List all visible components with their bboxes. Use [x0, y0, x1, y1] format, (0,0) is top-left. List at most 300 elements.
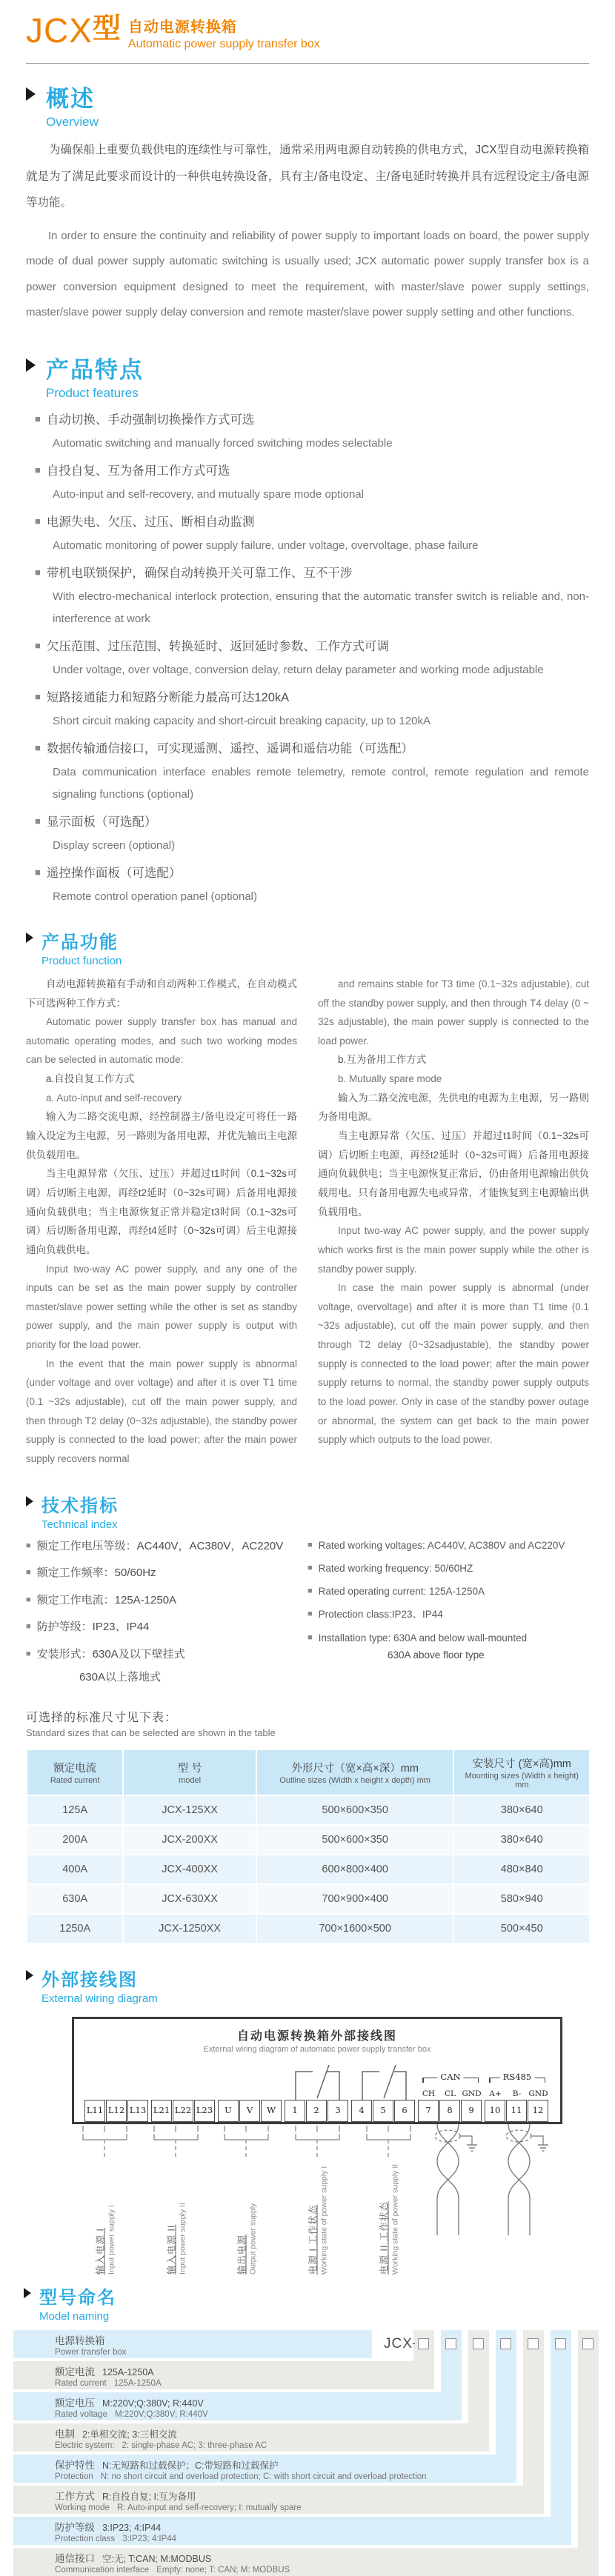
function-heading-cn: 产品功能: [41, 932, 119, 952]
function-paragraph: 当主电源异常（欠压、过压）并超过t1时间（0.1~32s可调）后切断主电源，再经t2延时（0~32s可调）后备用电源接通向负载供电；当主电源恢复正常并稳定t3时间（0.1~32s可调）后切断备用电源，再经t4延时（0~32s可调）后主电源接通向负载供电。: [26, 1168, 297, 1255]
cable-label: [164, 2134, 187, 2275]
product-name-cn: 自动电源转换箱: [127, 19, 237, 36]
table-cell: 500×600×350: [257, 1796, 453, 1824]
terminal: L21: [151, 2100, 172, 2122]
feature-cn-text: 数据传输通信接口，可实现遥测、遥控、遥调和遥信功能（可选配）: [46, 741, 413, 755]
terminal-group: [351, 2054, 416, 2122]
naming-row-en-label: Rated current: [55, 2379, 107, 2389]
terminal-group-bottom: [285, 2124, 350, 2275]
terminal-row: [84, 2100, 150, 2122]
square-bullet-icon: ■: [35, 866, 41, 878]
header-en: model: [179, 1776, 202, 1786]
bus-pin-label: CL: [444, 2089, 456, 2099]
features-heading-cn: 产品特点: [46, 356, 144, 383]
feature-text-en: Automatic monitoring of power supply failure, under voltage, overvoltage, phase failure: [53, 538, 479, 552]
feature-text-en: Display screen (optional): [53, 838, 176, 852]
cable-label-cn: 输入电源 II: [166, 2224, 177, 2275]
naming-row-en-desc: Empty: none; T: CAN; M: MODBUS: [156, 2566, 290, 2575]
product-model-suffix: 型: [92, 13, 121, 44]
terminal-group-bottom: [426, 2124, 491, 2263]
cable-label: [93, 2134, 116, 2275]
feature-text-en: Data communication interface enables remote telemetry, remote control, remote regulation and remote signaling functions (optional): [53, 765, 589, 801]
technical-item: [308, 1607, 589, 1622]
product-names: [128, 13, 320, 51]
function-columns: [26, 975, 589, 1469]
func-col-left: [26, 975, 297, 1469]
sizes-note-cn: 可选择的标准尺寸见下表：: [26, 1712, 178, 1725]
naming-row-cn-desc: M:220V;Q:380V; R:440V: [102, 2398, 204, 2409]
bus-pin-label: B-: [512, 2089, 522, 2099]
naming-row-en-label: Electric system:: [55, 2441, 115, 2451]
terminal-row: [151, 2100, 216, 2122]
feature-text-cn: [35, 635, 589, 659]
table-cell: JCX-630XX: [124, 1885, 256, 1913]
section-overview: [0, 80, 615, 326]
naming-prefix: JCX: [384, 2336, 413, 2352]
cable-label-en: Working state of power supply II: [390, 2163, 400, 2275]
technical-item: [26, 1646, 308, 1664]
size-table-header-cell: [454, 1750, 589, 1795]
diagram-title-cn: 自动电源转换箱外部接线图: [236, 2029, 397, 2043]
naming-row-cn-desc: 2:单相交流; 3:三相交流: [82, 2429, 177, 2440]
naming-column-stripe: [578, 2330, 599, 2548]
naming-row-en-label: Protection: [55, 2472, 93, 2482]
naming-row-en: [55, 2503, 544, 2512]
terminal-row: [218, 2100, 283, 2122]
terminal-group-bottom: [356, 2124, 421, 2275]
size-table-header-cell: [27, 1750, 122, 1795]
naming-row-en-desc: N: no short circuit and overload protection; C: with short circuit and overload protection: [100, 2472, 427, 2482]
terminal-row: [285, 2100, 350, 2122]
square-bullet-icon: ■: [35, 815, 41, 827]
feature-text-en: With electro-mechanical interlock protection, ensuring that the automatic transfer switch is reliable and, non-interference at work: [53, 590, 589, 625]
features-heading: [26, 351, 589, 401]
square-bullet-icon: ■: [35, 741, 41, 753]
technical-item-text: Rated working voltages: AC440V, AC380V and AC220V: [318, 1539, 565, 1551]
bus-bracket: [489, 2072, 545, 2083]
naming-row-cn: [55, 2519, 571, 2534]
technical-heading-cn: 技术指标: [41, 1495, 119, 1516]
terminal-group-top: [151, 2057, 216, 2100]
technical-item-text: Installation type: 630A and below wall-mounted: [318, 1632, 528, 1644]
terminal: 1: [285, 2100, 305, 2122]
technical-item: [308, 1561, 589, 1576]
table-cell: JCX-125XX: [124, 1796, 256, 1824]
technical-item-text: 额定工作频率：50/60Hz: [36, 1566, 156, 1580]
terminal: 7: [418, 2100, 439, 2122]
section-arrow-icon: [26, 87, 36, 101]
naming-code-box: [528, 2338, 539, 2349]
naming-row-en-desc: 2: single-phase AC; 3: three-phase AC: [122, 2441, 267, 2451]
wiring-heading: [26, 1965, 589, 2005]
naming-row-en-label: Working mode: [55, 2503, 110, 2513]
square-bullet-icon: ■: [35, 464, 41, 476]
section-arrow-icon: [26, 932, 33, 943]
square-bullet-icon: ■: [308, 1632, 313, 1642]
header-cn: 外形尺寸（宽×高×深）mm: [291, 1763, 419, 1775]
table-cell: JCX-400XX: [124, 1855, 256, 1883]
section-arrow-icon: [26, 1496, 33, 1506]
naming-code-box: [418, 2338, 429, 2349]
terminal-row: [418, 2100, 483, 2122]
naming-row-en-label: Protection class: [55, 2535, 116, 2544]
cable-label: [376, 2134, 399, 2275]
table-cell: 125A: [27, 1796, 122, 1824]
function-heading-en: Product function: [41, 954, 122, 967]
wiring-diagram-box: [72, 2017, 562, 2124]
bus-pin-label: GND: [528, 2089, 548, 2099]
naming-row-cn-label: 保护特性: [55, 2460, 95, 2472]
terminal-row: [351, 2100, 416, 2122]
feature-text-cn: [35, 561, 589, 586]
technical-item-text: Rated working frequency: 50/60HZ: [318, 1562, 473, 1574]
feature-cn-text: 短路接通能力和短路分断能力最高可达120kA: [46, 690, 290, 704]
naming-row-cn-label: 额定电流: [55, 2366, 95, 2378]
relay-contact-icon: [285, 2061, 350, 2100]
table-cell: 630A: [27, 1885, 122, 1913]
naming-row-cn-desc: N:无短路和过载保护；C:带短路和过载保护: [102, 2460, 279, 2472]
table-cell: 500×450: [454, 1915, 589, 1943]
terminal-group: [485, 2054, 550, 2122]
square-bullet-icon: ■: [26, 1595, 31, 1604]
overview-paragraph-cn: 为确保船上重要负载供电的连续性与可靠性，通常采用两电源自动转换的供电方式，JCX型自动电源转换箱就是为了满足此要求而设计的一种供电转换设备，具有主/备电设定、主/备电延时转换并具有远程设定主/备电源等功能。: [26, 144, 589, 210]
header-divider: [26, 63, 589, 64]
naming-row-en: [55, 2566, 599, 2575]
feature-cn-text: 欠压范围、过压范围、转换延时、返回延时参数、工作方式可调: [46, 639, 389, 653]
diagram-title-en: External wiring diagram of automatic power supply transfer box: [203, 2045, 431, 2055]
bus-pin-label: GND: [462, 2089, 482, 2099]
technical-item: [26, 1538, 308, 1555]
table-cell: 380×640: [454, 1796, 589, 1824]
function-paragraph: 当主电源异常（欠压、过压）并超过t1时间（0.1~32s可调）后切断主电源，再经t2延时（0~32s可调）后备用电源接通向负载供电；当主电源恢复正常后，仍由备用电源输出供负载用电。只有备用电源失电或异常，才能恢复到主电源输出供负载用电。: [318, 1130, 589, 1218]
naming-row-cn: [55, 2363, 434, 2378]
table-row: [27, 1796, 589, 1824]
header-cn: 型 号: [177, 1763, 202, 1775]
technical-item: [308, 1538, 589, 1553]
naming-row-en: [55, 2535, 571, 2543]
terminal: 11: [506, 2100, 527, 2122]
terminal: W: [261, 2100, 282, 2122]
feature-text-en: Automatic switching and manually forced switching modes selectable: [53, 436, 393, 450]
feature-item: [35, 408, 589, 455]
naming-heading-en: Model naming: [39, 2310, 110, 2323]
size-table-header-cell: [124, 1750, 256, 1795]
cable-label-en: Output power supply: [248, 2203, 258, 2275]
technical-item: [26, 1592, 308, 1609]
technical-item-text: 防护等级：IP23、IP44: [36, 1621, 150, 1634]
terminal-group-bottom: [143, 2124, 208, 2275]
table-cell: 580×940: [454, 1885, 589, 1913]
function-paragraph: b.互为备用工作方式: [338, 1054, 427, 1066]
function-paragraph: b. Mutually spare mode: [338, 1073, 442, 1085]
size-table-header-cell: [257, 1750, 453, 1795]
table-cell: 200A: [27, 1826, 122, 1854]
wiring-diagram: [72, 2017, 562, 2275]
feature-cn-text: 遥控操作面板（可选配）: [46, 866, 182, 880]
feature-text-cn: [35, 737, 589, 761]
table-cell: 700×900×400: [257, 1885, 453, 1913]
feature-item: [35, 737, 589, 806]
table-cell: 480×840: [454, 1855, 589, 1883]
terminal-group-bottom: [72, 2124, 137, 2275]
naming-code-box: [555, 2338, 566, 2349]
naming-row-cn-desc: 空:无; T:CAN; M:MODBUS: [102, 2554, 212, 2565]
naming-row-en: [55, 2348, 372, 2357]
technical-columns: [26, 1538, 589, 1695]
naming-row-cn: [55, 2332, 372, 2347]
naming-row-en: [55, 2379, 434, 2388]
feature-text-en: Under voltage, over voltage, conversion delay, return delay parameter and working mode adjustable: [53, 663, 544, 676]
technical-item: [26, 1619, 308, 1636]
table-cell: 500×600×350: [257, 1826, 453, 1854]
feature-item: [35, 561, 589, 630]
naming-row: [13, 2548, 599, 2576]
bus-pin-label: A+: [489, 2089, 502, 2099]
table-row: [27, 1855, 589, 1883]
feature-item: [35, 635, 589, 681]
feature-text-cn: [35, 686, 589, 710]
terminal: 8: [439, 2100, 460, 2122]
cable-label: [235, 2134, 258, 2275]
technical-item-text: Rated operating current: 125A-1250A: [318, 1586, 485, 1598]
size-table-body: [27, 1796, 589, 1943]
table-cell: 380×640: [454, 1826, 589, 1854]
feature-item: [35, 810, 589, 857]
naming-row-en: [55, 2441, 489, 2450]
square-bullet-icon: ■: [35, 515, 41, 527]
terminal-group-top: [485, 2057, 550, 2100]
features-heading-en: Product features: [46, 385, 139, 400]
feature-cn-text: 显示面板（可选配）: [46, 815, 157, 829]
naming-code-box: [500, 2338, 511, 2349]
terminal: 10: [485, 2100, 505, 2122]
naming-row: [13, 2423, 489, 2452]
feature-cn-text: 自动切换、手动强制切换操作方式可选: [46, 413, 255, 427]
diagram-cables-row: [72, 2124, 562, 2275]
bus-label: RS485: [500, 2072, 535, 2082]
doc-header: [0, 10, 615, 64]
terminal: L23: [194, 2100, 215, 2122]
tech-col-left: [26, 1538, 308, 1695]
feature-cn-text: 带机电联锁保护，确保自动转换开关可靠工作、互不干涉: [46, 566, 353, 580]
terminal: L12: [106, 2100, 127, 2122]
function-paragraph: Input two-way AC power supply, and any one of the inputs can be set as the main power supply by controller master/slave power setting while the other is set as standby power supply, and the main power supply is output with priority for the load power.: [26, 1263, 297, 1351]
terminal: U: [218, 2100, 239, 2122]
function-paragraph: a.自投自复工作方式: [46, 1073, 135, 1085]
product-name-en: Automatic power supply transfer box: [127, 38, 320, 50]
function-paragraph: 输入为二路交流电源，先供电的电源为主电源，另一路则为备用电源。: [318, 1092, 589, 1123]
section-arrow-icon: [26, 358, 36, 372]
cable-label-en: Working state of power supply I: [319, 2166, 329, 2275]
relay-contact-icon: [351, 2061, 416, 2100]
feature-cn-text: 自投自复、互为备用工作方式可选: [46, 464, 230, 478]
naming-row-cn: [55, 2457, 516, 2472]
square-bullet-icon: ■: [308, 1563, 313, 1572]
feature-item: [35, 686, 589, 733]
square-bullet-icon: ■: [26, 1568, 31, 1578]
overview-heading-en: Overview: [46, 115, 99, 129]
naming-row-cn: [55, 2488, 544, 2503]
naming-column-stripe: [551, 2330, 571, 2517]
naming-heading: [24, 2283, 602, 2323]
naming-row-en-desc: R: Auto-input and self-recovery; I: mutually spare: [116, 2503, 302, 2513]
cable-label-cn: 输入电源 I: [95, 2228, 106, 2275]
feature-text-en: Remote control operation panel (optional): [53, 890, 257, 903]
terminal: 5: [373, 2100, 393, 2122]
bus-bracket: [422, 2072, 479, 2083]
table-cell: 1250A: [27, 1915, 122, 1943]
naming-row-en-label: Communication interface: [55, 2566, 150, 2575]
table-row: [27, 1885, 589, 1913]
feature-text-cn: [35, 510, 589, 535]
size-table-head: [27, 1750, 589, 1795]
table-row: [27, 1915, 589, 1943]
function-paragraph: Input two-way AC power supply, and the power supply which works first is the main power supply while the other is standby power supply.: [318, 1225, 589, 1275]
naming-row-cn: [55, 2550, 599, 2565]
feature-list: [26, 408, 589, 908]
naming-row-cn-desc: R:自投自复; I:互为备用: [102, 2492, 196, 2503]
naming-row-cn-desc: 3:IP23; 4:IP44: [102, 2523, 162, 2534]
naming-row-cn-label: 通信接口: [55, 2553, 95, 2565]
feature-item: [35, 459, 589, 506]
terminal-group-top: [218, 2057, 283, 2100]
terminal: 4: [351, 2100, 372, 2122]
terminal: 6: [394, 2100, 415, 2122]
technical-item: [26, 1565, 308, 1582]
square-bullet-icon: ■: [308, 1586, 313, 1596]
terminal-groups-row: [84, 2054, 550, 2122]
section-sizes: [0, 1708, 615, 1944]
naming-row-en-desc: 3:IP23; 4:IP44: [122, 2535, 177, 2544]
table-cell: JCX-200XX: [124, 1826, 256, 1854]
function-paragraph: 自动电源转换箱有手动和自动两种工作模式，在自动模式下可选两种工作方式：: [26, 978, 297, 1009]
naming-row-cn: [55, 2426, 489, 2440]
square-bullet-icon: ■: [26, 1622, 31, 1632]
cable-label-cn: 电源 II 工作状态: [379, 2201, 390, 2275]
square-bullet-icon: ■: [35, 413, 41, 424]
function-paragraph: and remains stable for T3 time (0.1~32s adjustable), cut off the standby power supply, and then through T4 delay (0 ~ 32s adjustable), the main power supply is connected to the load power.: [318, 978, 589, 1047]
feature-text-cn: [35, 861, 589, 886]
terminal: 3: [328, 2100, 348, 2122]
naming-heading-cn: 型号命名: [39, 2288, 116, 2309]
naming-code-box: [445, 2338, 456, 2349]
technical-item-text: 安装形式：630A及以下壁挂式: [36, 1647, 185, 1661]
cable-label-cn: 输出电源: [236, 2235, 247, 2275]
feature-text-cn: [35, 408, 589, 433]
sizes-note-en: Standard sizes that can be selected are shown in the table: [26, 1727, 276, 1739]
naming-row-cn-label: 电源转换箱: [55, 2335, 105, 2347]
terminal-group-top: [418, 2057, 483, 2100]
function-paragraph: 输入为二路交流电源，经控制器主/备电设定可将任一路输入设定为主电源，另一路则为备用电源，并优先输出主电源供负载用电。: [26, 1111, 297, 1161]
function-paragraph: a. Auto-input and self-recovery: [46, 1092, 182, 1104]
naming-row-en-desc: 125A-1250A: [113, 2379, 162, 2389]
section-arrow-icon: [24, 2288, 31, 2298]
technical-heading: [26, 1491, 589, 1531]
wiring-heading-cn: 外部接线图: [41, 1970, 138, 1991]
technical-item-text2: 630A above floor type: [388, 1649, 485, 1661]
cable-label-en: Input power supply II: [178, 2203, 187, 2275]
naming-row-en: [55, 2410, 462, 2419]
naming-diagram: [13, 2330, 602, 2576]
naming-dash: -: [412, 2337, 416, 2349]
terminal: 12: [528, 2100, 548, 2122]
section-features: [0, 351, 615, 908]
cable-label: [305, 2134, 328, 2275]
terminal: 2: [306, 2100, 327, 2122]
terminal-group-top: [84, 2057, 150, 2100]
naming-row: [13, 2361, 434, 2389]
feature-cn-text: 电源失电、欠压、过压、断相自动监测: [46, 515, 255, 529]
naming-row-cn-desc: 125A-1250A: [102, 2367, 154, 2378]
naming-row-cn-label: 防护等级: [55, 2522, 95, 2534]
section-technical: [0, 1491, 615, 1695]
section-naming: [0, 2283, 615, 2576]
square-bullet-icon: ■: [35, 639, 41, 651]
feature-text-en: Short circuit making capacity and short-circuit breaking capacity, up to 120kA: [53, 714, 430, 727]
terminal-row: [485, 2100, 550, 2122]
square-bullet-icon: ■: [26, 1649, 31, 1658]
terminal-group: [285, 2054, 350, 2122]
feature-text-cn: [35, 459, 589, 484]
overview-heading: [26, 80, 589, 130]
square-bullet-icon: ■: [308, 1540, 313, 1549]
naming-row-en-label: Power transfer box: [55, 2348, 127, 2358]
section-function: [0, 927, 615, 1469]
bus-label: CAN: [437, 2072, 463, 2082]
feature-item: [35, 861, 589, 908]
technical-item: [308, 1584, 589, 1599]
technical-item-text2: 630A以上落地式: [79, 1671, 162, 1684]
func-col-right: [318, 975, 589, 1469]
terminal-group: [418, 2054, 483, 2122]
naming-code-box: [473, 2338, 484, 2349]
function-heading: [26, 927, 589, 967]
wiring-heading-en: External wiring diagram: [41, 1992, 158, 2006]
technical-heading-en: Technical index: [41, 1518, 118, 1531]
naming-row-en-label: Rated voltage: [55, 2410, 107, 2420]
size-table-header-row: [27, 1750, 589, 1795]
cable-label-cn: 电源 I 工作状态: [308, 2204, 319, 2275]
bus-pin-label: CH: [422, 2089, 436, 2099]
naming-row: [13, 2330, 372, 2358]
feature-text-en: Auto-input and self-recovery, and mutually spare mode optional: [53, 487, 364, 501]
table-row: [27, 1826, 589, 1854]
terminal-group-bottom: [497, 2124, 562, 2263]
terminal-group-top: [351, 2057, 416, 2100]
naming-row-en-desc: M:220V;Q:380V; R:440V: [114, 2410, 208, 2420]
table-cell: 700×1600×500: [257, 1915, 453, 1943]
table-cell: 400A: [27, 1855, 122, 1883]
overview-paragraph-en: In order to ensure the continuity and reliability of power supply to important loads on board, the power supply mode of dual power supply automatic switching is usually used; JCX automatic power supply transfer box is a power conversion equipment designed to meet the requirement, with master/slave power supply settings, master/slave power supply delay conversion and remote master/slave power supply setting and other functions.: [26, 229, 589, 319]
terminal: L13: [127, 2100, 148, 2122]
naming-row: [13, 2517, 571, 2545]
technical-item-text: 额定工作电流：125A-1250A: [36, 1593, 177, 1606]
square-bullet-icon: ■: [35, 690, 41, 702]
overview-heading-cn: 概述: [46, 86, 95, 112]
feature-item: [35, 510, 589, 557]
table-cell: 600×800×400: [257, 1855, 453, 1883]
terminal-group: [84, 2054, 150, 2122]
header-cn: 安装尺寸 (宽×高)mm: [472, 1758, 571, 1771]
feature-text-cn: [35, 810, 589, 835]
technical-item: [308, 1631, 589, 1646]
terminal: 9: [461, 2100, 482, 2122]
square-bullet-icon: ■: [308, 1609, 313, 1619]
technical-item-text: 额定工作电压等级：AC440V，AC380V，AC220V: [36, 1539, 284, 1552]
twisted-pair-cable-icon: [426, 2124, 491, 2235]
terminal-group: [218, 2054, 283, 2122]
naming-row: [13, 2486, 544, 2514]
